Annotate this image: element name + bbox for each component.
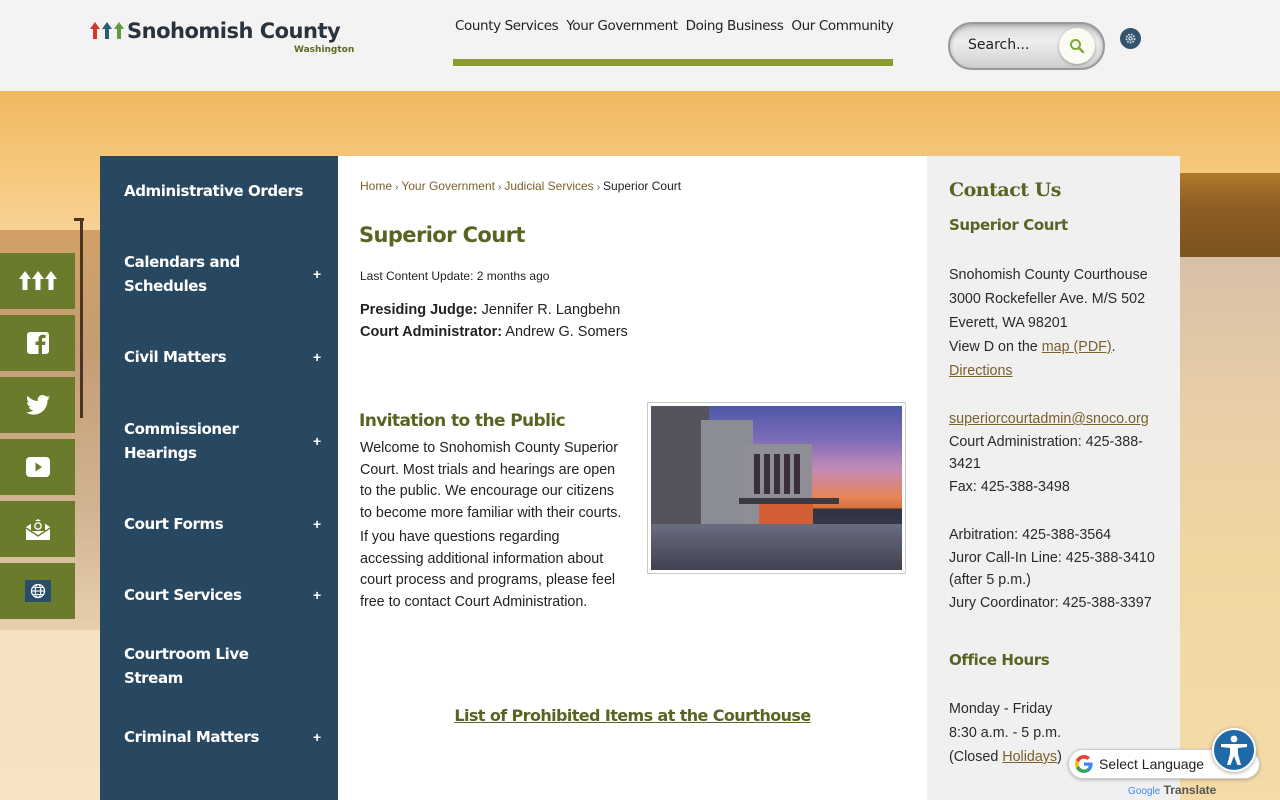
court-admin-phone: Court Administration: 425-388-3421 bbox=[949, 434, 1143, 472]
presiding-judge-label: Presiding Judge: bbox=[360, 302, 478, 318]
email-link[interactable]: superiorcourtadmin@snoco.org bbox=[949, 411, 1149, 427]
prohibited-items-link[interactable]: List of Prohibited Items at the Courthouse bbox=[454, 706, 811, 725]
expand-plus-icon[interactable]: + bbox=[313, 266, 322, 282]
directions-link[interactable]: Directions bbox=[949, 363, 1013, 379]
jury-coordinator-phone: Jury Coordinator: 425-388-3397 bbox=[949, 595, 1152, 611]
accessibility-button[interactable] bbox=[1212, 728, 1256, 772]
expand-plus-icon[interactable]: + bbox=[313, 433, 322, 449]
invitation-paragraph: If you have questions regarding accessing additional information about court process and programs, please feel free to contact Court Administration. bbox=[360, 528, 616, 610]
courthouse-photo bbox=[647, 402, 906, 574]
youtube-link[interactable] bbox=[0, 439, 75, 495]
translate-text: Translate bbox=[1163, 783, 1217, 797]
hours-days: Monday - Friday bbox=[949, 701, 1053, 717]
closed-holidays bbox=[949, 745, 1062, 769]
email-link[interactable] bbox=[0, 501, 75, 557]
invitation-paragraph: Welcome to Snohomish County Superior Court. Most trials and hearings are open to the public. We encourage our citizens to become more familiar with their courts. bbox=[360, 440, 622, 522]
breadcrumb-current: Superior Court bbox=[603, 179, 682, 193]
contact-subtitle: Superior Court bbox=[949, 216, 1068, 234]
breadcrumb-your-government[interactable]: Your Government bbox=[401, 179, 495, 193]
facebook-link[interactable] bbox=[0, 315, 75, 371]
twitter-link[interactable] bbox=[0, 377, 75, 433]
invitation-text bbox=[360, 438, 625, 614]
facebook-icon bbox=[27, 332, 49, 354]
sidebar-item-label: Calendars and Schedules bbox=[124, 253, 240, 295]
google-g-icon bbox=[1075, 755, 1093, 773]
county-home-link[interactable] bbox=[0, 253, 75, 309]
holidays-link[interactable]: Holidays bbox=[1002, 749, 1058, 765]
sidebar-item-label: Civil Matters bbox=[124, 348, 227, 366]
google-text: Google bbox=[1128, 786, 1161, 797]
social-sidebar bbox=[0, 253, 75, 625]
accessibility-icon bbox=[1219, 734, 1249, 766]
section-sidebar-nav bbox=[100, 156, 338, 800]
logo-subtitle: Washington bbox=[294, 45, 355, 55]
sidebar-item-label: Court Forms bbox=[124, 515, 224, 533]
court-admin-name: Andrew G. Somers bbox=[505, 324, 628, 340]
email-icon bbox=[26, 518, 50, 540]
sidebar-item-calendars-and-schedules[interactable] bbox=[100, 250, 338, 298]
breadcrumb bbox=[360, 179, 681, 193]
globe-icon bbox=[25, 580, 51, 602]
twitter-icon bbox=[26, 395, 50, 415]
photo-plaza bbox=[651, 524, 902, 570]
expand-plus-icon[interactable]: + bbox=[313, 729, 322, 745]
closed-prefix: (Closed bbox=[949, 749, 1003, 765]
fax-number: Fax: 425-388-3498 bbox=[949, 479, 1070, 495]
prohibited-items-block bbox=[338, 706, 927, 726]
search-icon bbox=[1069, 38, 1085, 54]
google-wordmark bbox=[1128, 786, 1160, 797]
search-button[interactable] bbox=[1059, 28, 1095, 64]
nav-doing-business[interactable]: Doing Business bbox=[685, 18, 784, 34]
breadcrumb-separator: › bbox=[596, 182, 601, 193]
breadcrumb-separator: › bbox=[395, 182, 399, 193]
settings-button[interactable] bbox=[1120, 28, 1141, 49]
sidebar-item-label: Administrative Orders bbox=[124, 182, 304, 200]
address-line: Everett, WA 98201 bbox=[949, 315, 1068, 331]
juror-line: Juror Call-In Line: 425-388-3410 (after 5 p.m.) bbox=[949, 550, 1155, 588]
office-hours bbox=[949, 697, 1062, 769]
hours-time: 8:30 a.m. - 5 p.m. bbox=[949, 725, 1062, 741]
nav-your-government[interactable]: Your Government bbox=[566, 18, 678, 34]
main-content bbox=[338, 156, 927, 800]
contact-details bbox=[949, 263, 1169, 615]
select-language-label: Select Language bbox=[1099, 756, 1205, 772]
breadcrumb-separator: › bbox=[497, 182, 502, 193]
sidebar-item-court-forms[interactable] bbox=[100, 512, 338, 536]
last-update-text: Last Content Update: 2 months ago bbox=[360, 269, 550, 283]
logo-text: Snohomish County bbox=[127, 19, 341, 43]
sidebar-item-criminal-matters[interactable] bbox=[100, 725, 338, 749]
search-box bbox=[948, 22, 1105, 70]
page-title: Superior Court bbox=[359, 223, 525, 247]
contact-sidebar bbox=[927, 156, 1180, 800]
map-line bbox=[949, 335, 1169, 359]
sidebar-item-label: Courtroom Live Stream bbox=[124, 645, 249, 687]
county-logo[interactable] bbox=[90, 19, 360, 59]
court-admin-label: Court Administrator: bbox=[360, 324, 503, 340]
county-home-icon bbox=[19, 271, 57, 291]
closed-suffix: ) bbox=[1057, 749, 1062, 765]
background-water bbox=[1180, 257, 1280, 800]
breadcrumb-judicial-services[interactable]: Judicial Services bbox=[504, 179, 594, 193]
nav-our-community[interactable]: Our Community bbox=[791, 18, 894, 34]
expand-plus-icon[interactable]: + bbox=[313, 349, 322, 365]
logo-trees-icon bbox=[90, 22, 124, 40]
nav-county-services[interactable]: County Services bbox=[455, 18, 559, 34]
section-title-invitation: Invitation to the Public bbox=[359, 411, 566, 431]
address-line: 3000 Rockefeller Ave. M/S 502 bbox=[949, 291, 1146, 307]
map-pdf-link[interactable]: map (PDF) bbox=[1041, 339, 1112, 355]
background-lamp-post bbox=[80, 218, 83, 418]
contact-title: Contact Us bbox=[949, 179, 1061, 201]
breadcrumb-home[interactable]: Home bbox=[360, 179, 393, 193]
translate-globe-link[interactable] bbox=[0, 563, 75, 619]
courthouse-image bbox=[651, 406, 902, 570]
office-hours-title: Office Hours bbox=[949, 651, 1050, 669]
sidebar-item-label: Commissioner Hearings bbox=[124, 420, 239, 462]
site-header bbox=[0, 0, 1280, 91]
sidebar-item-courtroom-live-stream[interactable] bbox=[100, 645, 338, 687]
powered-by-google-translate bbox=[1128, 783, 1216, 797]
court-officials bbox=[360, 299, 628, 343]
nav-accent-bar bbox=[453, 59, 893, 66]
sidebar-item-administrative-orders[interactable] bbox=[100, 179, 338, 203]
sidebar-item-label: Criminal Matters bbox=[124, 728, 259, 746]
youtube-icon bbox=[26, 457, 50, 477]
sidebar-item-label: Court Services bbox=[124, 586, 242, 604]
map-prefix: View D on the bbox=[949, 339, 1042, 355]
search-input[interactable] bbox=[968, 37, 1058, 53]
expand-plus-icon[interactable]: + bbox=[313, 587, 322, 603]
sidebar-item-court-services[interactable] bbox=[100, 583, 338, 607]
presiding-judge-name: Jennifer R. Langbehn bbox=[481, 302, 621, 318]
sidebar-item-commissioner-hearings[interactable] bbox=[100, 417, 338, 465]
arbitration-phone: Arbitration: 425-388-3564 bbox=[949, 527, 1112, 543]
map-suffix: . bbox=[1111, 339, 1116, 355]
gear-icon bbox=[1124, 32, 1137, 45]
expand-plus-icon[interactable]: + bbox=[313, 516, 322, 532]
address-line: Snohomish County Courthouse bbox=[949, 267, 1148, 283]
background-lamp-post-cap bbox=[74, 218, 84, 221]
sidebar-item-civil-matters[interactable] bbox=[100, 345, 338, 369]
photo-canopy bbox=[739, 498, 839, 504]
background-hills bbox=[1180, 173, 1280, 257]
